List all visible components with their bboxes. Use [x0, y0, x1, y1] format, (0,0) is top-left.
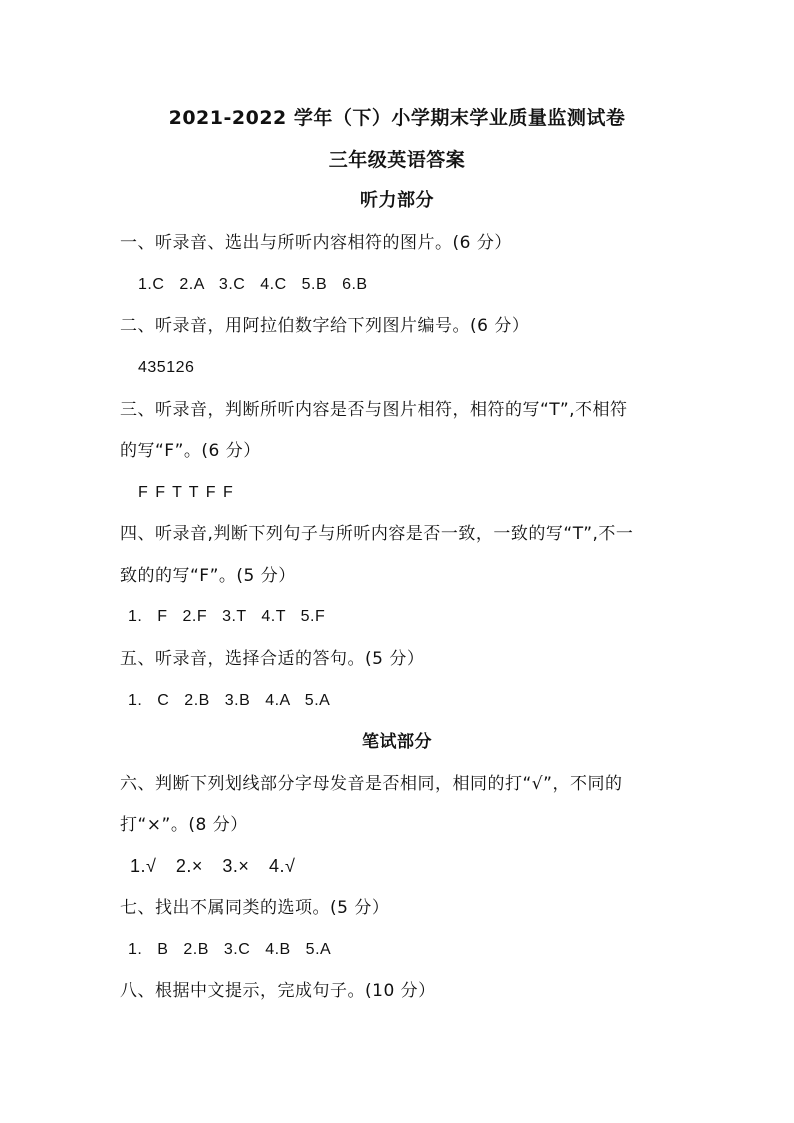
question-4-prompt-line-1: 四、听录音,判断下列句子与所听内容是否一致，一致的写“T”,不一 [120, 524, 634, 544]
question-3-prompt-line-2: 的写“F”。(6 分） [120, 441, 261, 461]
question-2-prompt: 二、听录音，用阿拉伯数字给下列图片编号。(6 分） [120, 316, 530, 336]
question-7-prompt: 七、找出不属同类的选项。(5 分） [120, 898, 390, 918]
question-5-prompt: 五、听录音，选择合适的答句。(5 分） [120, 649, 425, 669]
question-8-prompt: 八、根据中文提示，完成句子。(10 分） [120, 981, 436, 1001]
question-6-prompt-line-1: 六、判断下列划线部分字母发音是否相同，相同的打“√”，不同的 [120, 774, 623, 794]
question-6-answer: 1.√ 2.× 3.× 4.√ [130, 856, 296, 876]
question-3-answer: F F T T F F [138, 484, 234, 501]
listening-section-heading: 听力部分 [360, 190, 434, 211]
question-4-prompt-line-2: 致的的写“F”。(5 分） [120, 566, 296, 586]
question-3-prompt-line-1: 三、听录音，判断所听内容是否与图片相符，相符的写“T”,不相符 [120, 400, 628, 420]
question-6-prompt-line-2: 打“×”。(8 分） [120, 815, 248, 835]
question-7-answer: 1. B 2.B 3.C 4.B 5.A [128, 941, 332, 958]
document-subtitle: 三年级英语答案 [328, 149, 466, 171]
question-1-answer: 1.C 2.A 3.C 4.C 5.B 6.B [138, 276, 368, 293]
document-title: 2021-2022 学年（下）小学期末学业质量监测试卷 [168, 107, 626, 129]
question-4-answer: 1. F 2.F 3.T 4.T 5.F [128, 608, 326, 625]
question-1-prompt: 一、听录音、选出与所听内容相符的图片。(6 分） [120, 233, 512, 253]
written-section-heading: 笔试部分 [362, 732, 432, 752]
question-2-answer: 435126 [138, 359, 195, 376]
question-5-answer: 1. C 2.B 3.B 4.A 5.A [128, 692, 331, 709]
